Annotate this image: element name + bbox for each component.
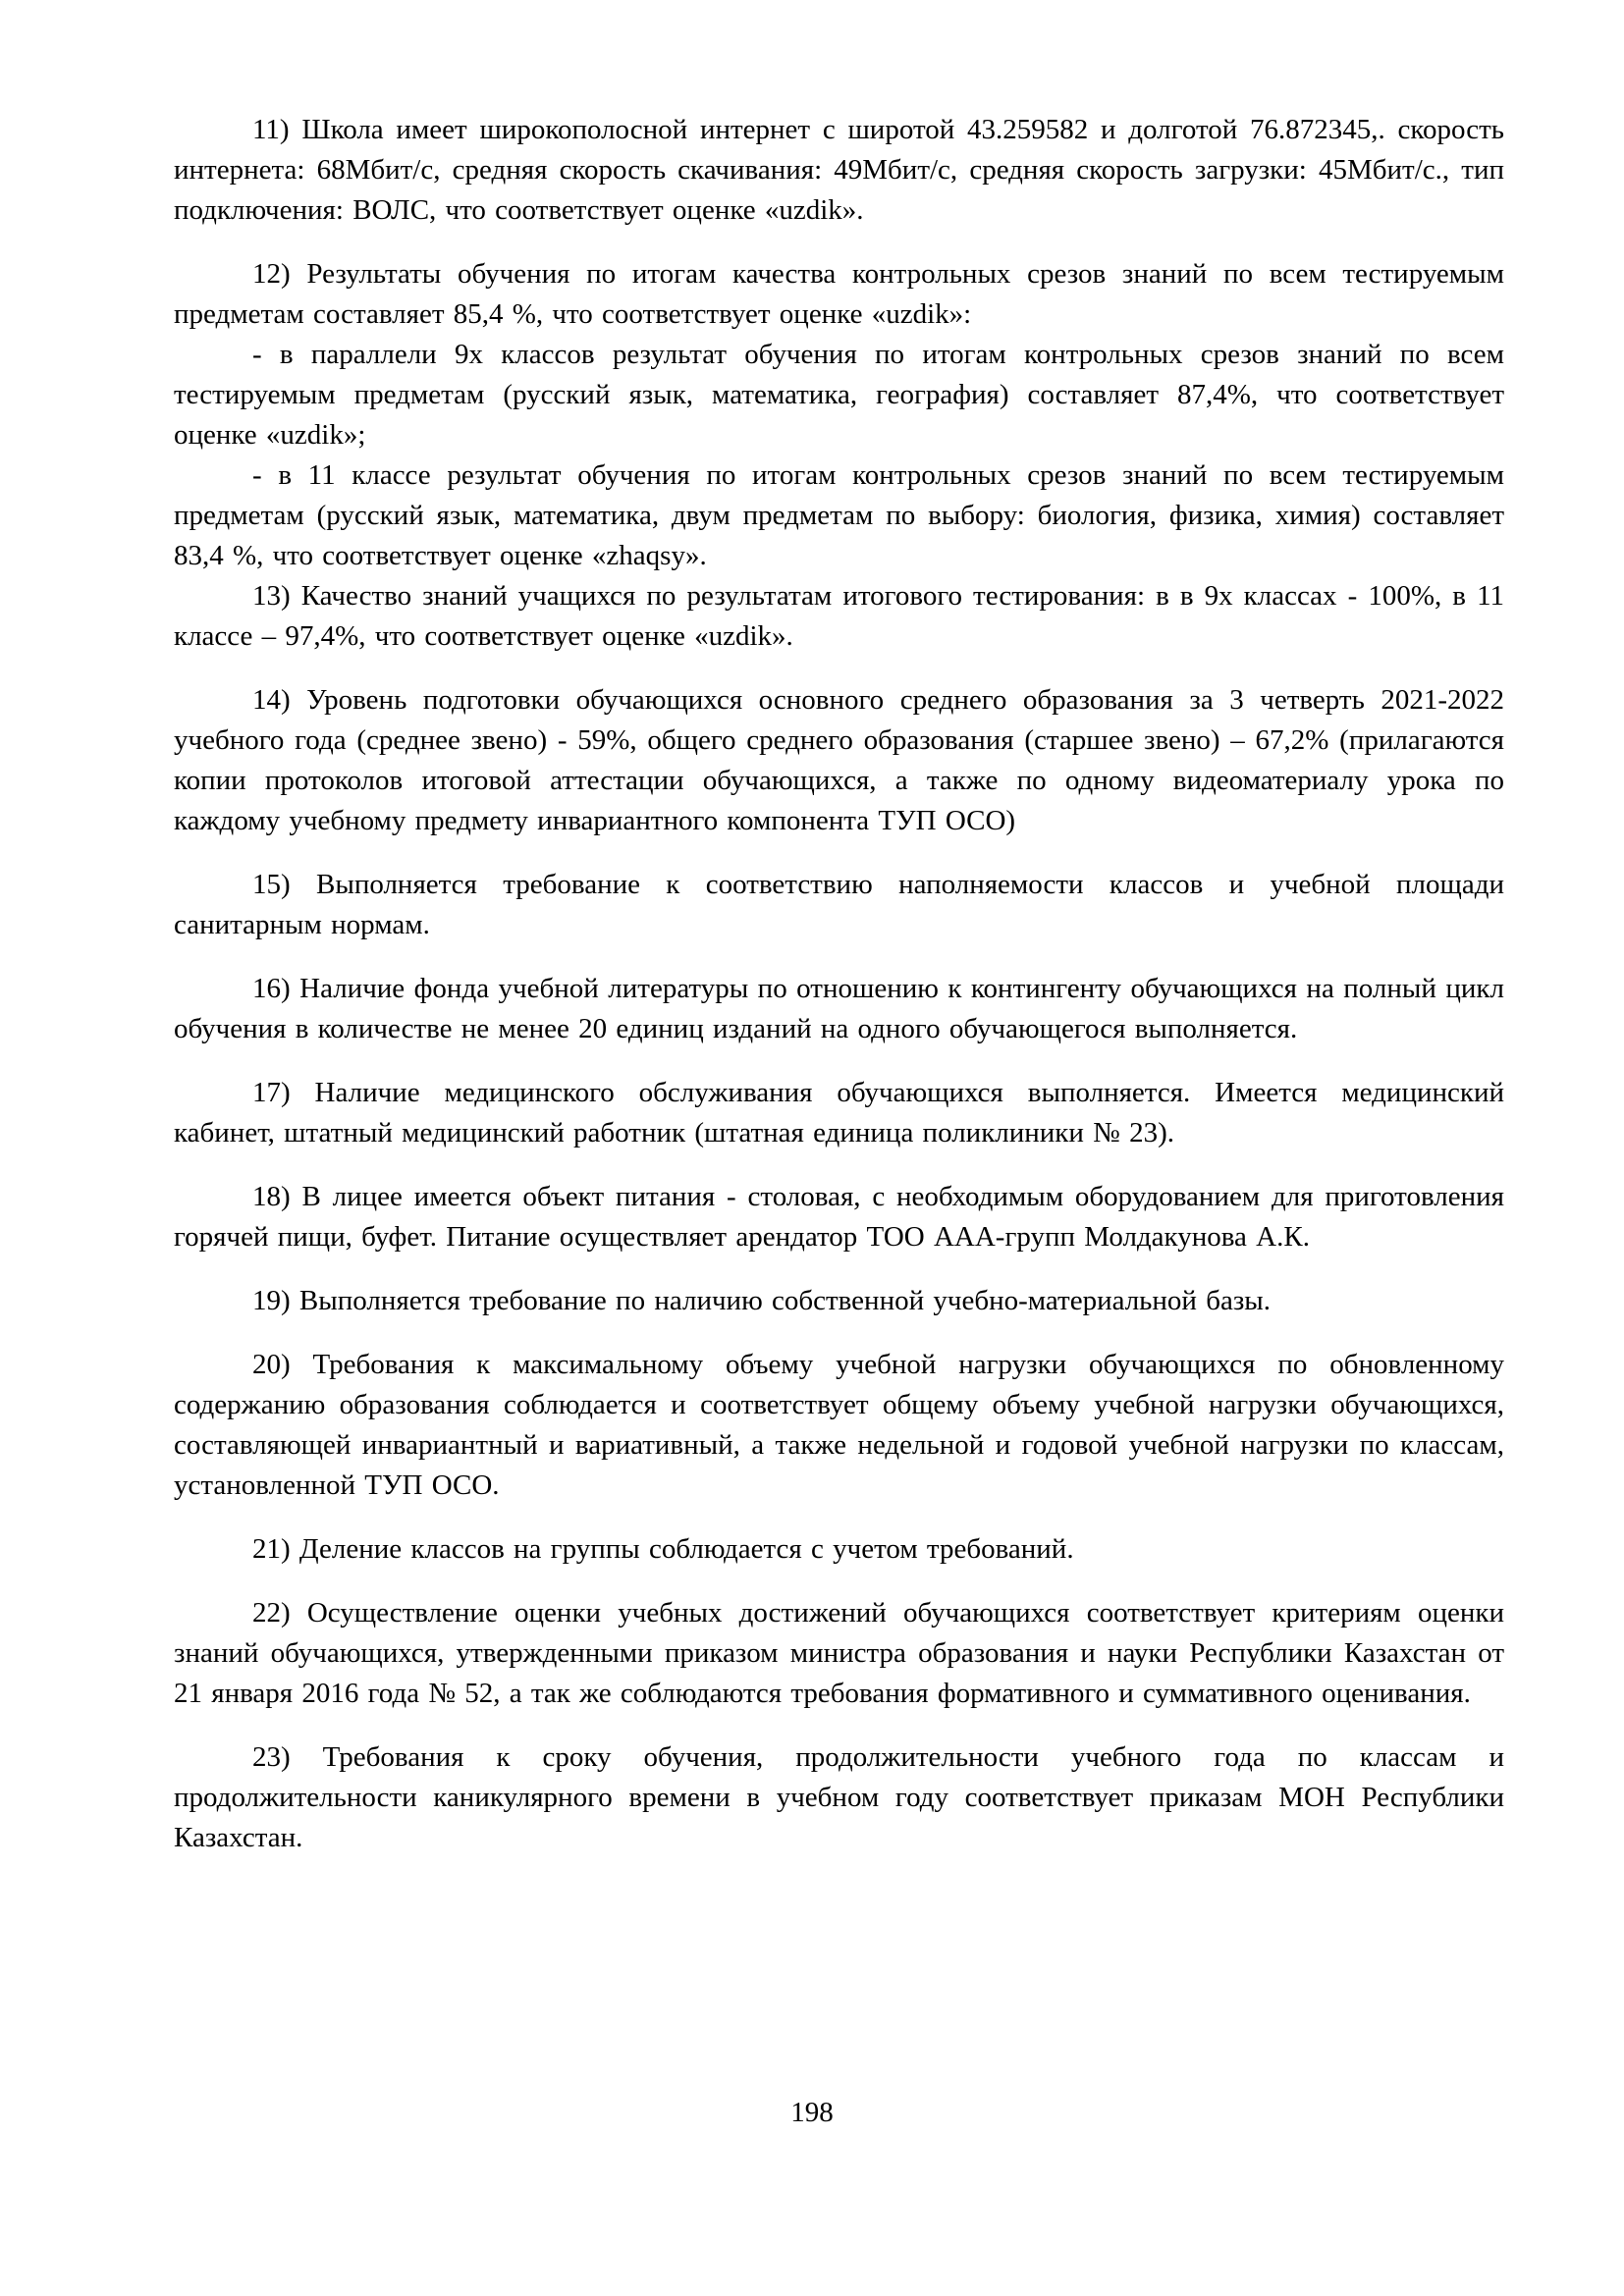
paragraph-20: 20) Требования к максимальному объему учебной нагрузки обучающихся по обновленному содержанию образования соблюдается и соответствует общему объему учебной нагрузки обучающихся, составляющей инвариантный и вариативный, а также недельной и годовой учебной нагрузки по классам, установленной ТУП ОСО.	[174, 1349, 1504, 1501]
paragraph-13: 13) Качество знаний учащихся по результатам итогового тестирования: в в 9х классах - 100%, в 11 классе – 97,4%, что соответствует оценке «uzdik».	[174, 580, 1504, 652]
paragraph-14: 14) Уровень подготовки обучающихся основного среднего образования за 3 четверть 2021-2022 учебного года (среднее звено) - 59%, общего среднего образования (старшее звено) – 67,2% (прилагаются копии протоколов итоговой аттестации обучающихся, а также по одному видеоматериалу урока по каждому учебному предмету инвариантного компонента ТУП ОСО)	[174, 684, 1504, 836]
paragraph-12: 12) Результаты обучения по итогам качества контрольных срезов знаний по всем тестируемым предметам составляет 85,4 %, что соответствует оценке «uzdik»:	[174, 258, 1504, 330]
paragraph-16: 16) Наличие фонда учебной литературы по отношению к контингенту обучающихся на полный цикл обучения в количестве не менее 20 единиц изданий на одного обучающегося выполняется.	[174, 973, 1504, 1044]
paragraph-17: 17) Наличие медицинского обслуживания обучающихся выполняется. Имеется медицинский кабинет, штатный медицинский работник (штатная единица поликлиники № 23).	[174, 1077, 1504, 1148]
paragraph-22: 22) Осуществление оценки учебных достижений обучающихся соответствует критериям оценки знаний обучающихся, утвержденными приказом министра образования и науки Республики Казахстан от 21 января 2016 года № 52, а так же соблюдаются требования формативного и суммативного оценивания.	[174, 1597, 1504, 1709]
paragraph-19: 19) Выполняется требование по наличию собственной учебно-материальной базы.	[252, 1285, 1272, 1316]
paragraph-12-dash-2: - в 11 классе результат обучения по итогам контрольных срезов знаний по всем тестируемым предметам (русский язык, математика, двум предметам по выбору: биология, физика, химия) составляет 83,4 %, что соответствует оценке «zhaqsy».	[174, 459, 1504, 571]
paragraph-18: 18) В лицее имеется объект питания - столовая, с необходимым оборудованием для приготовления горячей пищи, буфет. Питание осуществляет арендатор ТОО ААА-групп Молдакунова А.К.	[174, 1181, 1504, 1253]
paragraph-15: 15) Выполняется требование к соответствию наполняемости классов и учебной площади санитарным нормам.	[174, 869, 1504, 940]
paragraph-21: 21) Деление классов на группы соблюдается с учетом требований.	[252, 1533, 1074, 1565]
page-number: 198	[790, 2097, 834, 2128]
paragraph-11: 11) Школа имеет широкополосной интернет с широтой 43.259582 и долготой 76.872345,. скорость интернета: 68Мбит/с, средняя скорость скачивания: 49Мбит/с, средняя скорость загрузки: 45Мбит/с., тип подключения: ВОЛС, что соответствует оценке «uzdik».	[174, 114, 1504, 226]
paragraph-23: 23) Требования к сроку обучения, продолжительности учебного года по классам и продолжительности каникулярного времени в учебном году соответствует приказам МОН Республики Казахстан.	[174, 1741, 1504, 1853]
paragraph-12-dash-1: - в параллели 9х классов результат обучения по итогам контрольных срезов знаний по всем тестируемым предметам (русский язык, математика, география) составляет 87,4%, что соответствует оценке «uzdik»;	[174, 339, 1504, 451]
